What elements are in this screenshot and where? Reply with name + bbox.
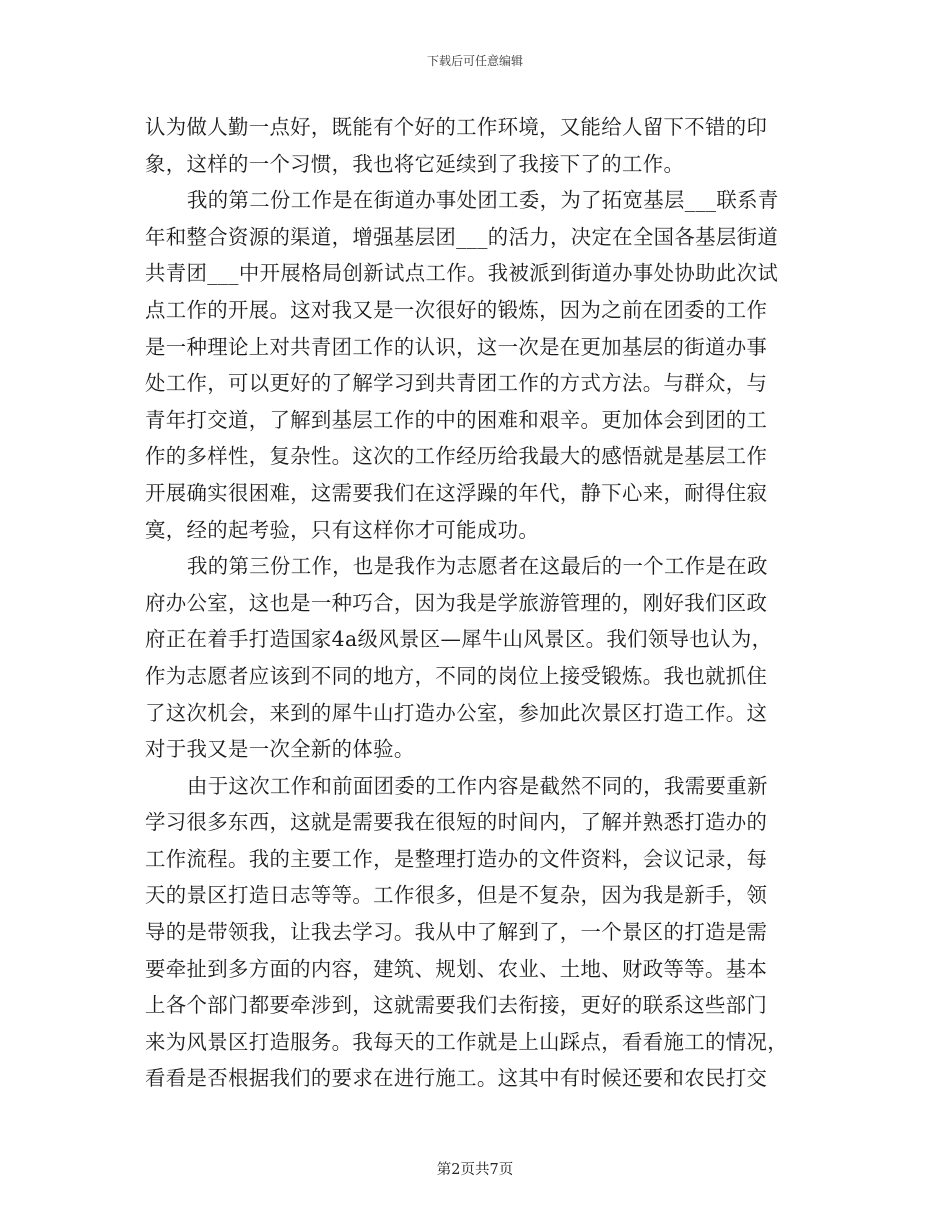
paragraph-1: [145, 109, 805, 182]
text-line: 寞，经的起考验，只有这样你才可能成功。: [145, 517, 540, 542]
text-line: 象，这样的一个习惯，我也将它延续到了我接下了的工作。: [145, 151, 685, 176]
text-line: 由于这次工作和前面团委的工作内容是截然不同的，我需要重新: [187, 773, 768, 798]
paragraph-2: [145, 182, 805, 548]
text-line: 处工作，可以更好的了解学习到共青团工作的方式方法。与群众，与: [145, 371, 768, 396]
page-footer: 第2页共7页: [436, 1162, 514, 1178]
text-line: 要牵扯到多方面的内容，建筑、规划、农业、土地、财政等等。基本: [145, 956, 768, 981]
text-line: 年和整合资源的渠道，增强基层团___的活力，决定在全国各基层街道: [145, 224, 779, 249]
text-line: 上各个部门都要牵涉到，这就需要我们去衔接，更好的联系这些部门: [145, 993, 768, 1018]
text-line: 府正在着手打造国家4a级风景区—犀牛山风景区。我们领导也认为，: [145, 627, 773, 652]
text-line: 是一种理论上对共青团工作的认识，这一次是在更加基层的街道办事: [145, 334, 768, 359]
text-line: 共青团___中开展格局创新试点工作。我被派到街道办事处协助此次试: [145, 261, 779, 286]
text-line: 我的第三份工作，也是我作为志愿者在这最后的一个工作是在政: [187, 554, 768, 579]
text-line: 我的第二份工作是在街道办事处团工委，为了拓宽基层___联系青: [187, 188, 779, 213]
text-line: 了这次机会，来到的犀牛山打造办公室，参加此次景区打造工作。这: [145, 700, 768, 725]
text-line: 对于我又是一次全新的体验。: [145, 737, 415, 762]
text-line: 认为做人勤一点好，既能有个好的工作环境，又能给人留下不错的印: [145, 115, 768, 139]
text-line: 天的景区打造日志等等。工作很多，但是不复杂，因为我是新手，领: [145, 883, 768, 908]
text-line: 青年打交道，了解到基层工作的中的困难和艰辛。更加体会到团的工: [145, 407, 768, 432]
text-line: 看看是否根据我们的要求在进行施工。这其中有时候还要和农民打交: [145, 1066, 768, 1091]
paragraph-3: [145, 548, 805, 768]
text-line: 作为志愿者应该到不同的地方，不同的岗位上接受锻炼。我也就抓住: [145, 663, 768, 688]
text-line: 作的多样性，复杂性。这次的工作经历给我最大的感悟就是基层工作: [145, 444, 768, 469]
text-line: 开展确实很困难，这需要我们在这浮躁的年代，静下心来，耐得住寂: [145, 480, 768, 505]
page-header: 下载后可任意编辑: [426, 54, 523, 68]
text-line: 导的是带领我，让我去学习。我从中了解到了，一个景区的打造是需: [145, 920, 768, 945]
paragraph-4: [145, 768, 805, 1097]
text-line: 点工作的开展。这对我又是一次很好的锻炼，因为之前在团委的工作: [145, 297, 768, 322]
text-line: 来为风景区打造服务。我每天的工作就是上山踩点，看看施工的情况，: [145, 1029, 788, 1054]
text-line: 学习很多东西，这就是需要我在很短的时间内，了解并熟悉打造办的: [145, 810, 768, 835]
document-body: [145, 109, 805, 1097]
text-line: 工作流程。我的主要工作，是整理打造办的文件资料，会议记录，每: [145, 846, 768, 871]
text-line: 府办公室，这也是一种巧合，因为我是学旅游管理的，刚好我们区政: [145, 590, 768, 615]
